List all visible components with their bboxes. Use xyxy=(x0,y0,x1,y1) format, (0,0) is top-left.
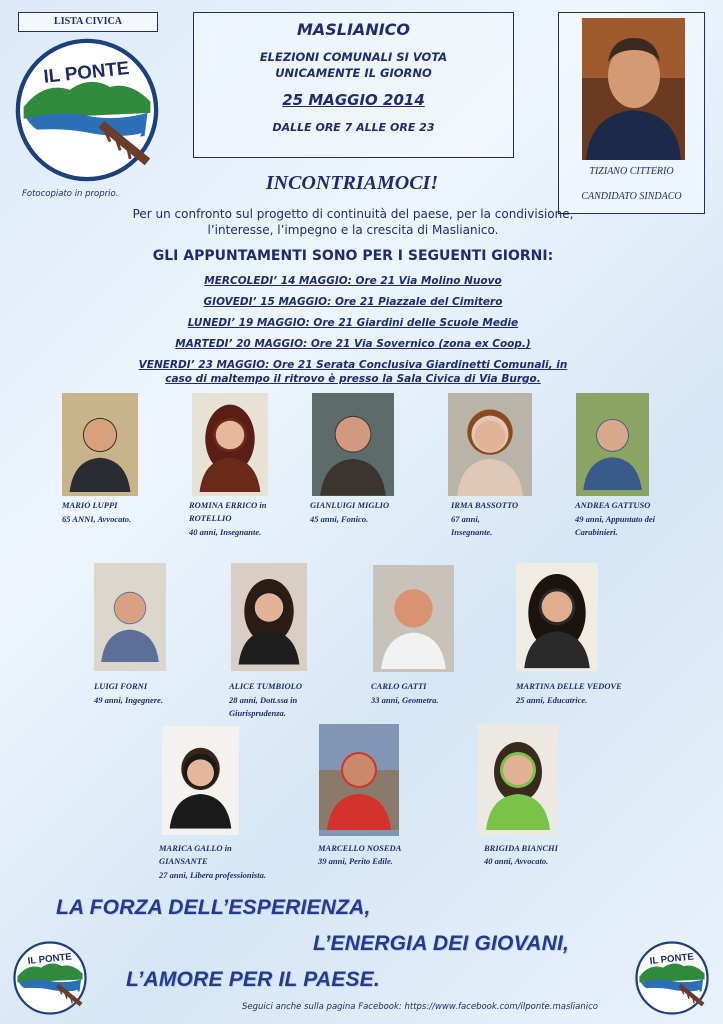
slogan-line-2: L’ENERGIA DEI GIOVANI, xyxy=(313,932,570,955)
slogan-line-1: LA FORZA DELL’ESPERIENZA, xyxy=(56,896,371,919)
facebook-link-text: Seguici anche sulla pagina Facebook: https://www.facebook.com/ilponte.maslianico xyxy=(242,1002,598,1012)
candidate-name: GIANLUIGI MIGLIO xyxy=(310,500,390,510)
schedule-item: GIOVEDI’ 15 MAGGIO: Ore 21 Piazzale del Cimitero xyxy=(203,296,503,308)
candidate-photo-romina-errico xyxy=(192,393,268,496)
headline: INCONTRIAMOCI! xyxy=(265,172,439,194)
candidate-name: MARTINA DELLE VEDOVE xyxy=(516,681,622,691)
candidate-name-line-2: ROTELLIO xyxy=(189,513,232,523)
appointments-title: GLI APPUNTAMENTI SONO PER I SEGUENTI GIORNI: xyxy=(152,248,554,264)
candidate-photo-marcello-noseda xyxy=(319,724,399,836)
candidate-name: MARICA GALLO in xyxy=(159,843,232,853)
candidate-name: MARCELLO NOSEDA xyxy=(318,843,402,853)
schedule-item: MARTEDI’ 20 MAGGIO: Ore 21 Via Sovernico (zona ex Coop.) xyxy=(175,338,531,350)
schedule-item: caso di maltempo il ritrovo è presso la Sala Civica di Via Burgo. xyxy=(165,373,541,385)
election-line-2: UNICAMENTE IL GIORNO xyxy=(275,66,432,80)
intro-text: Per un confronto sul progetto di continuità del paese, per la condivisione, l’interesse, l’impegno e la crescita di Maslianico. xyxy=(132,207,574,237)
candidate-desc: 45 anni, Fonico. xyxy=(310,514,369,524)
candidate-desc-line-2: Carabinieri. xyxy=(575,527,618,537)
candidate-name: MARIO LUPPI xyxy=(62,500,118,510)
schedule-item: VENERDI’ 23 MAGGIO: Ore 21 Serata Conclusiva Giardinetti Comunali, in xyxy=(138,359,568,371)
candidate-desc-line-2: Giurisprudenza. xyxy=(229,708,286,718)
candidate-desc: 25 anni, Educatrice. xyxy=(516,695,588,705)
candidate-role: CANDIDATO SINDACO xyxy=(581,191,682,202)
candidate-photo xyxy=(582,18,685,160)
election-line-1: ELEZIONI COMUNALI SI VOTA xyxy=(259,50,448,64)
candidate-name: ROMINA ERRICO in xyxy=(189,500,267,510)
candidate-desc: 28 anni, Dott.ssa in xyxy=(229,695,298,705)
election-info-box xyxy=(193,12,514,158)
candidate-name-line-2: GIANSANTE xyxy=(159,856,208,866)
candidate-photo-mario-luppi xyxy=(62,393,138,496)
candidate-name: IRMA BASSOTTO xyxy=(451,500,519,510)
candidate-photo-martina-delle-vedove xyxy=(516,563,598,671)
candidate-photo-carlo-gatti xyxy=(373,565,454,672)
candidate-desc: 49 anni, Ingegnere. xyxy=(94,695,163,705)
candidate-desc: 27 anni, Libera professionista. xyxy=(159,870,266,880)
candidate-desc: 33 anni, Geometra. xyxy=(371,695,439,705)
candidate-photo-marica-gallo xyxy=(162,726,239,835)
candidate-name: ALICE TUMBIOLO xyxy=(229,681,302,691)
il-ponte-logo xyxy=(14,38,160,182)
candidate-name: ANDREA GATTUSO xyxy=(575,500,651,510)
candidate-name: LUIGI FORNI xyxy=(94,681,148,691)
schedule-item: LUNEDI’ 19 MAGGIO: Ore 21 Giardini delle Scuole Medie xyxy=(187,317,519,329)
candidate-photo-brigida-bianchi xyxy=(478,724,558,836)
il-ponte-logo-small-left xyxy=(12,941,88,1015)
candidate-desc: 49 anni, Appuntato dei xyxy=(575,514,655,524)
election-date: 25 MAGGIO 2014 xyxy=(282,91,425,109)
candidate-photo-luigi-forni xyxy=(94,563,166,671)
candidate-desc-line-2: Insegnante. xyxy=(451,527,493,537)
candidate-desc: 40 anni, Avvocato. xyxy=(484,856,549,866)
candidate-photo-gianluigi-miglio xyxy=(312,393,394,496)
il-ponte-logo-small-right xyxy=(634,941,710,1015)
candidate-desc: 65 ANNI, Avvocato. xyxy=(62,514,132,524)
candidate-photo-alice-tumbiolo xyxy=(231,563,307,671)
election-hours: DALLE ORE 7 ALLE ORE 23 xyxy=(272,121,435,134)
candidate-photo-andrea-gattuso xyxy=(576,393,649,496)
candidate-box xyxy=(558,12,705,214)
lista-civica-label: LISTA CIVICA xyxy=(18,12,158,32)
town-name: MASLIANICO xyxy=(296,20,411,39)
slogan-line-3: L’AMORE PER IL PAESE. xyxy=(126,968,380,991)
candidate-photo-irma-bassotto xyxy=(448,393,532,496)
candidate-desc: 40 anni, Insegnante. xyxy=(189,527,262,537)
fotocopiato-note: Fotocopiato in proprio. xyxy=(22,189,119,199)
schedule-item: MERCOLEDI’ 14 MAGGIO: Ore 21 Via Molino Nuovo xyxy=(204,275,502,287)
candidate-name: CARLO GATTI xyxy=(371,681,427,691)
candidate-name: TIZIANO CITTERIO xyxy=(589,166,674,177)
candidate-desc: 67 anni, xyxy=(451,514,480,524)
candidate-name: BRIGIDA BIANCHI xyxy=(484,843,558,853)
candidate-desc: 39 anni, Perito Edile. xyxy=(318,856,393,866)
